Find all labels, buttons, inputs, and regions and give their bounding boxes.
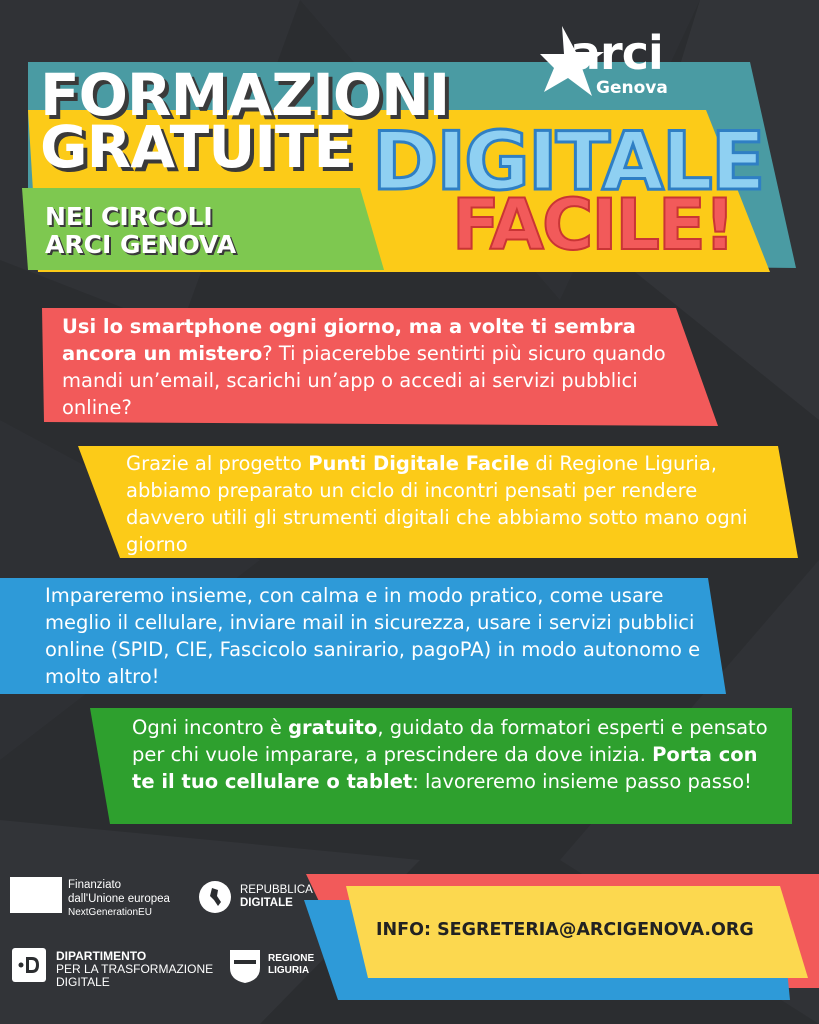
p1-bold: Usi lo smartphone ogni giorno, ma a volte ti sembra ancora un mistero <box>62 315 636 365</box>
dtd-line3: DIGITALE <box>56 975 110 989</box>
p4-rest: : lavoreremo insieme passo passo! <box>412 770 752 793</box>
p4-bold2: Porta con te il tuo cellulare o tablet <box>132 743 758 793</box>
rd-line2: DIGITALE <box>240 897 293 909</box>
title-formazioni: FORMAZIONI <box>40 61 450 129</box>
dtd-line1: DIPARTIMENTO <box>56 949 147 963</box>
eu-line2: dall'Unione europea <box>68 893 170 905</box>
rl-line1: REGIONE <box>268 953 315 964</box>
paragraph-impareremo <box>45 582 715 690</box>
eu-flag-icon <box>10 877 62 913</box>
paragraph-progetto <box>126 450 766 558</box>
p2-rest: di Regione Liguria, abbiamo preparato un ciclo di incontri pensati per rendere davvero utili gli strumenti digitali che abbiamo sotto mano ogni giorno <box>126 452 748 556</box>
arci-logo-text: arci <box>570 26 663 80</box>
rl-line2: LIGURIA <box>268 965 310 976</box>
p1-rest: ? Ti piacerebbe sentirti più sicuro quando mandi un’email, scarichi un’app o accedi ai servizi pubblici online? <box>62 342 666 419</box>
rd-line1: REPUBBLICA <box>240 884 313 896</box>
regione-liguria-text <box>268 953 314 977</box>
eu-funding-text <box>68 878 170 920</box>
eu-line1: Finanziato <box>68 879 122 891</box>
title-digitale: DIGITALE <box>372 115 764 208</box>
title-facile: FACILE! <box>452 184 734 266</box>
dtd-line2: PER LA TRASFORMAZIONE <box>56 962 214 976</box>
regione-liguria-shield-icon <box>228 948 262 984</box>
p4-mid: , guidato da formatori esperti e pensato per chi vuole imparare, a prescindere da dove inizia. <box>132 716 768 766</box>
repubblica-digitale-text <box>240 884 313 910</box>
p3-text: Impareremo insieme, con calma e in modo pratico, come usare meglio il cellulare, inviare mail in sicurezza, usare i servizi pubblici online (SPID, CIE, Fascicolo sanirario, pagoPA) in modo autonomo e molto altro! <box>45 584 701 688</box>
title-gratuite: GRATUITE <box>40 113 353 181</box>
dipartimento-icon <box>12 948 46 982</box>
paragraph-smartphone <box>62 313 702 421</box>
p4-bold1: gratuito <box>288 716 378 739</box>
subtitle-line2: ARCI GENOVA <box>45 230 237 259</box>
arci-logo-city: Genova <box>596 78 668 98</box>
p4-pre: Ogni incontro è <box>132 716 289 739</box>
paragraph-incontro <box>132 714 772 795</box>
p2-bold: Punti Digitale Facile <box>308 452 530 475</box>
eu-line3: NextGenerationEU <box>68 907 152 918</box>
p2-pre: Grazie al progetto <box>126 452 309 475</box>
subtitle-line1: NEI CIRCOLI <box>45 202 213 231</box>
dipartimento-text <box>56 950 213 989</box>
repubblica-digitale-icon <box>198 880 232 914</box>
info-email: INFO: SEGRETERIA@ARCIGENOVA.ORG <box>376 920 754 940</box>
